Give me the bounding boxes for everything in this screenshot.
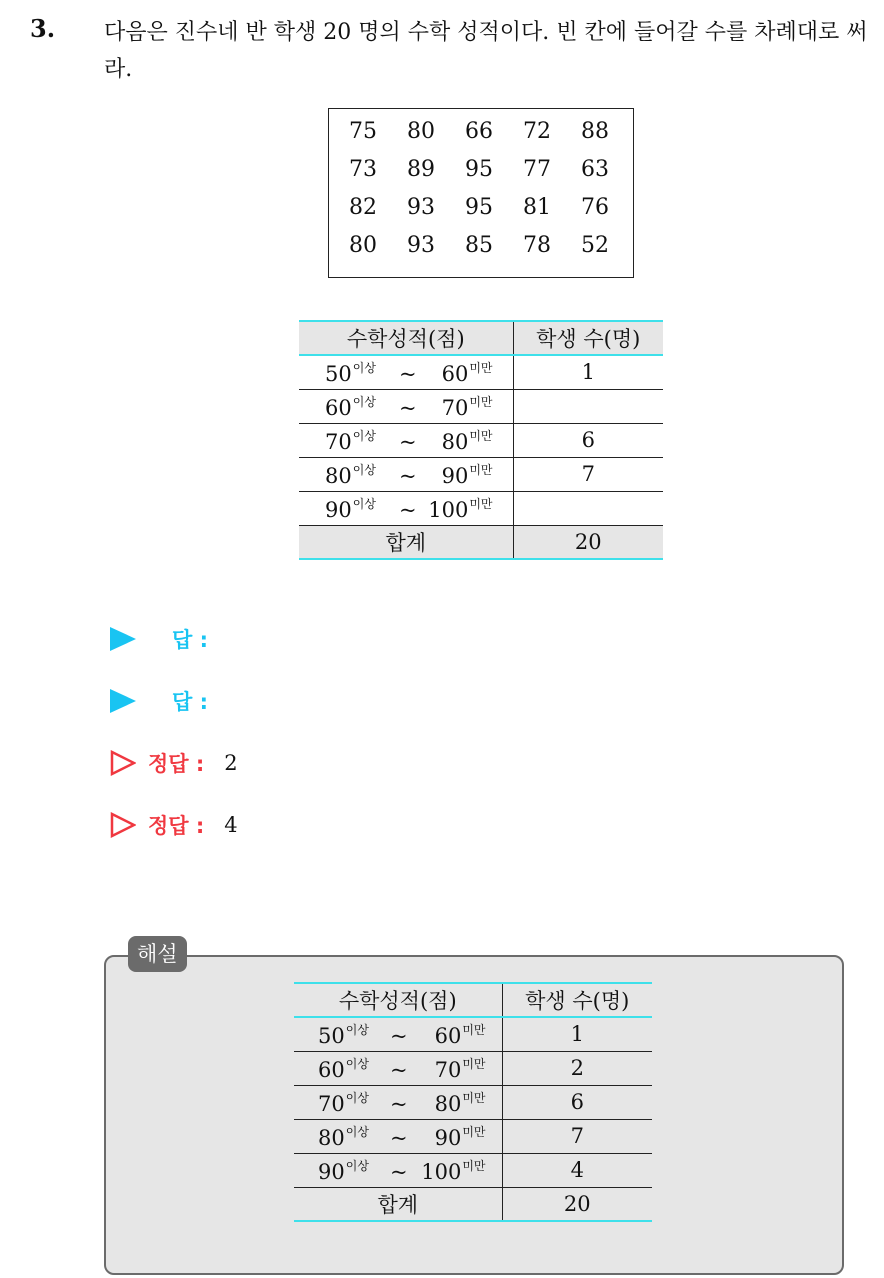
student-count-cell: 7 [581, 462, 595, 486]
range-lower: $70^{이상}$ [318, 1090, 369, 1116]
correct-answer-line-1 [110, 748, 238, 778]
score-value: 95 [465, 195, 493, 220]
range-tilde: ~ [399, 463, 417, 488]
student-count-cell: 1 [570, 1022, 584, 1047]
student-count-cell: 1 [581, 360, 595, 385]
range-upper: $100^{미만}$ [428, 496, 493, 522]
score-range-cell [294, 1017, 502, 1051]
question-text: 다음은 진수네 반 학생 20 명의 수학 성적이다. 빈 칸에 들어갈 수를 차례대로 써라. [104, 20, 868, 82]
score-range-cell [299, 457, 513, 491]
question-frequency-table [299, 320, 663, 560]
score-value: 95 [465, 157, 493, 182]
table-header-row [294, 983, 652, 1017]
score-range-cell [294, 1051, 502, 1085]
score-value: 81 [523, 195, 551, 220]
table-row [294, 1085, 652, 1119]
range-upper: $100^{미만}$ [421, 1158, 486, 1184]
table-row [294, 1017, 652, 1051]
score-value: 75 [349, 119, 377, 144]
score-value: 82 [349, 195, 377, 220]
range-tilde: ~ [399, 497, 417, 522]
header-count: 학생 수(명) [525, 989, 630, 1013]
table-header-row [299, 321, 663, 355]
score-value: 63 [581, 157, 609, 182]
table-row [294, 1051, 652, 1085]
range-lower: $90^{이상}$ [318, 1158, 369, 1184]
score-range-cell [294, 1085, 502, 1119]
question-number: 3. [30, 14, 56, 43]
total-label: 합계 [294, 1187, 502, 1221]
range-tilde: ~ [390, 1125, 408, 1150]
table-total-row [299, 525, 663, 559]
table-row [299, 389, 663, 423]
student-count-cell: 4 [570, 1158, 584, 1182]
range-upper: $70^{미만}$ [434, 1056, 486, 1082]
solution-frequency-table [294, 982, 652, 1222]
header-score: 수학성적(점) [294, 983, 502, 1017]
range-lower: $60^{이상}$ [325, 394, 376, 420]
table-row [299, 355, 663, 389]
total-label: 합계 [299, 525, 513, 559]
score-range-cell [294, 1153, 502, 1187]
score-grid [349, 119, 639, 271]
range-upper: $80^{미만}$ [434, 1090, 486, 1116]
score-value: 72 [523, 119, 551, 144]
correct-answer-value: 4 [224, 813, 238, 837]
answer-label: 답 : [172, 628, 208, 652]
range-upper: $60^{미만}$ [434, 1023, 486, 1048]
answer-label: 답 : [172, 690, 208, 714]
range-upper: $90^{미만}$ [434, 1124, 486, 1150]
score-value: 78 [523, 233, 551, 258]
range-upper: $90^{미만}$ [441, 462, 493, 488]
range-upper: $70^{미만}$ [441, 394, 493, 420]
score-range-cell [299, 423, 513, 457]
score-range-cell [299, 389, 513, 423]
range-lower: $60^{이상}$ [318, 1056, 369, 1082]
score-value: 73 [349, 157, 377, 182]
score-value: 89 [407, 157, 435, 182]
range-tilde: ~ [399, 395, 417, 420]
score-value: 80 [349, 233, 377, 258]
total-value: 20 [563, 1191, 591, 1216]
correct-answer-value: 2 [224, 751, 238, 775]
table-row [299, 491, 663, 525]
correct-answer-label: 정답 : [148, 752, 205, 776]
range-lower: $50^{이상}$ [325, 361, 376, 386]
student-count-cell: 6 [581, 428, 595, 452]
student-count-cell: 7 [570, 1124, 584, 1148]
correct-answer-label: 정답 : [148, 814, 205, 838]
score-value: 93 [407, 233, 435, 258]
range-lower: $90^{이상}$ [325, 496, 376, 522]
range-lower: $70^{이상}$ [325, 428, 376, 454]
answer-line-1 [110, 624, 208, 654]
outline-triangle-icon [110, 750, 136, 776]
score-value: 88 [581, 119, 609, 144]
range-tilde: ~ [399, 362, 417, 386]
student-count-cell: 2 [570, 1056, 584, 1080]
score-value: 76 [581, 195, 609, 220]
range-upper: $80^{미만}$ [441, 428, 493, 454]
range-lower: $50^{이상}$ [318, 1023, 369, 1048]
score-value: 85 [465, 233, 493, 258]
range-tilde: ~ [390, 1159, 408, 1184]
score-range-cell [299, 355, 513, 389]
score-value: 66 [465, 119, 493, 144]
score-range-cell [299, 491, 513, 525]
range-tilde: ~ [399, 429, 417, 454]
score-value: 80 [407, 119, 435, 144]
table-row [299, 457, 663, 491]
header-score: 수학성적(점) [299, 321, 513, 355]
answer-line-2 [110, 686, 208, 716]
range-tilde: ~ [390, 1091, 408, 1116]
student-count-cell [513, 491, 663, 525]
range-tilde: ~ [390, 1024, 408, 1048]
header-count: 학생 수(명) [513, 321, 663, 355]
range-lower: $80^{이상}$ [318, 1124, 369, 1150]
score-range-cell [294, 1119, 502, 1153]
score-data-box [328, 108, 634, 278]
play-triangle-icon [110, 689, 136, 713]
score-value: 52 [581, 233, 609, 258]
solution-tab-label: 해설 [128, 936, 187, 972]
table-row [299, 423, 663, 457]
play-triangle-icon [110, 627, 136, 651]
total-value: 20 [513, 525, 663, 559]
range-lower: $80^{이상}$ [325, 462, 376, 488]
student-count-cell: 6 [570, 1090, 584, 1114]
table-row [294, 1119, 652, 1153]
range-upper: $60^{미만}$ [441, 361, 493, 386]
score-value: 77 [523, 157, 551, 182]
correct-answer-line-2 [110, 810, 238, 840]
table-row [294, 1153, 652, 1187]
range-tilde: ~ [390, 1057, 408, 1082]
student-count-cell [513, 389, 663, 423]
score-value: 93 [407, 195, 435, 220]
table-total-row [294, 1187, 652, 1221]
outline-triangle-icon [110, 812, 136, 838]
